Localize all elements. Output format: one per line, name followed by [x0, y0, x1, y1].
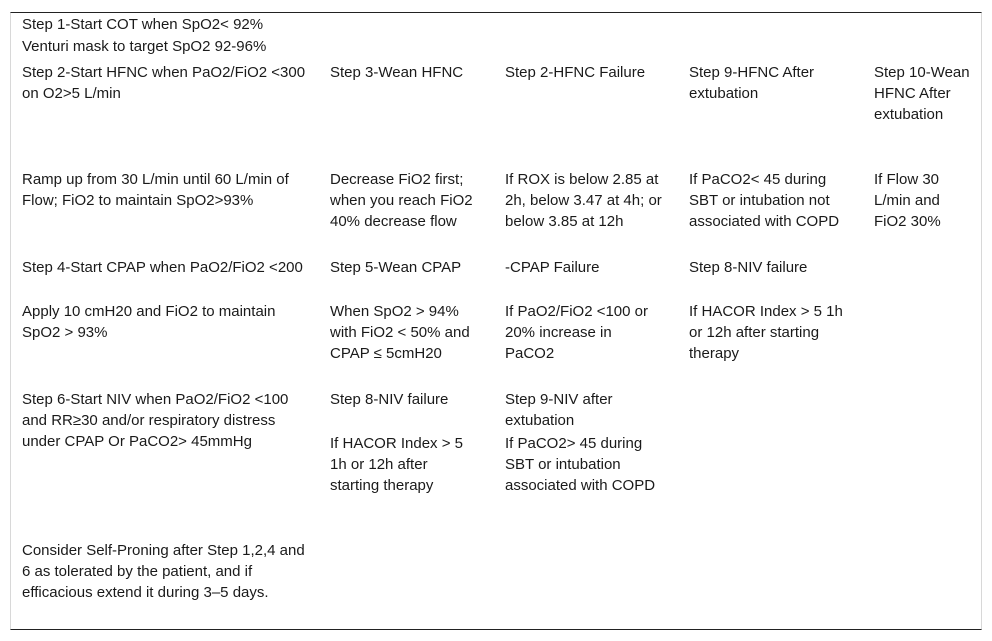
- step8-title: Step 8-NIV failure: [689, 259, 808, 276]
- step9-hfnc-title: Step 9-HFNC After extubation: [689, 64, 815, 102]
- step4-title: Step 4-Start CPAP when PaO2/FiO2 <200: [22, 259, 303, 276]
- step10-detail: If Flow 30 L/min and FiO2 30%: [874, 171, 941, 230]
- step8-niv-detail: If HACOR Index > 5 1h or 12h after starting therapy: [330, 435, 463, 494]
- step10-title: Step 10-Wean HFNC After extubation: [874, 64, 970, 123]
- step3-title: Step 3-Wean HFNC: [330, 64, 464, 81]
- cpap-failure-detail: If PaO2/FiO2 <100 or 20% increase in PaCO2: [505, 303, 648, 362]
- hfnc-failure-title: Step 2-HFNC Failure: [505, 64, 646, 81]
- cpap-failure-title: -CPAP Failure: [505, 259, 600, 276]
- step9-hfnc-detail: If PaCO2< 45 during SBT or intubation not associated with COPD: [689, 171, 840, 230]
- step9-niv-detail: If PaCO2> 45 during SBT or intubation associated with COPD: [505, 435, 656, 494]
- step9-niv-title: Step 9-NIV after extubation: [505, 391, 613, 429]
- step6-title: Step 6-Start NIV when PaO2/FiO2 <100 and RR≥30 and/or respiratory distress under CPAP Or PaCO2> 45mmHg: [22, 391, 289, 450]
- step4-detail: Apply 10 cmH20 and FiO2 to maintain SpO2 > 93%: [22, 303, 276, 341]
- step1-title: Step 1-Start COT when SpO2< 92%: [22, 16, 264, 33]
- step8-detail: If HACOR Index > 5 1h or 12h after starting therapy: [689, 303, 843, 362]
- step5-detail: When SpO2 > 94% with FiO2 < 50% and CPAP ≤ 5cmH20: [330, 303, 470, 362]
- step3-detail: Decrease FiO2 first; when you reach FiO2 40% decrease flow: [330, 171, 473, 230]
- step1-detail: Venturi mask to target SpO2 92-96%: [22, 38, 267, 55]
- step2-title: Step 2-Start HFNC when PaO2/FiO2 <300 on O2>5 L/min: [22, 64, 306, 102]
- hfnc-failure-detail: If ROX is below 2.85 at 2h, below 3.47 at 4h; or below 3.85 at 12h: [505, 171, 662, 230]
- step8-niv-title: Step 8-NIV failure: [330, 391, 449, 408]
- step5-title: Step 5-Wean CPAP: [330, 259, 462, 276]
- step2-detail: Ramp up from 30 L/min until 60 L/min of Flow; FiO2 to maintain SpO2>93%: [22, 171, 289, 209]
- self-proning-note: Consider Self-Proning after Step 1,2,4 and 6 as tolerated by the patient, and if efficacious extend it during 3–5 days.: [22, 542, 305, 601]
